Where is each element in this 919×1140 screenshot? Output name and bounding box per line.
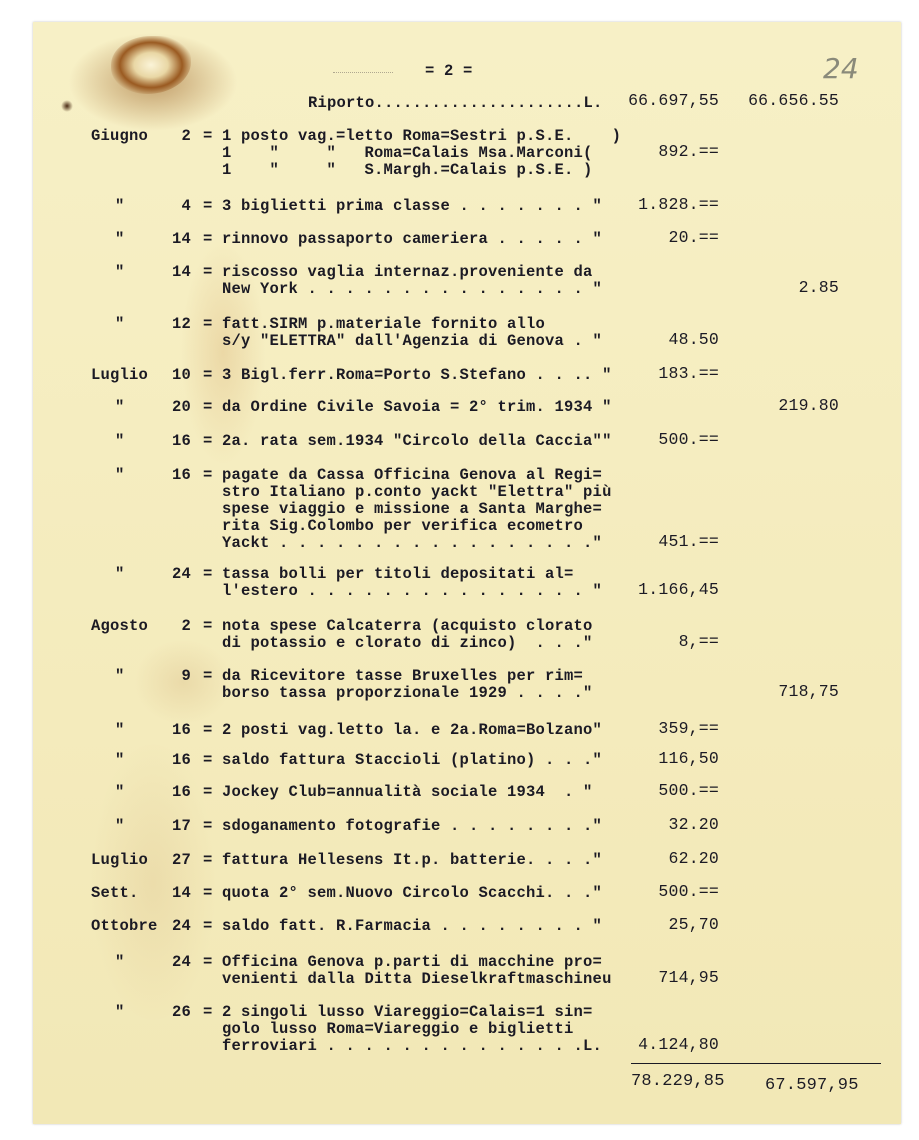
entry-description-line: = da Ricevitore tasse Bruxelles per rim=	[203, 667, 584, 685]
entry-month: Sett.	[91, 884, 139, 902]
entry-amount: 359,==	[658, 719, 719, 738]
entry-description-line: = sdoganamento fotografie . . . . . . . ."	[203, 817, 603, 835]
entry-amount: 1.828.==	[638, 195, 719, 214]
entry-description-line: = Officina Genova p.parti di macchine pro=	[203, 953, 603, 971]
entry-description-line: = nota spese Calcaterra (acquisto clorato	[203, 617, 593, 635]
entry-description-line: = 3 Bigl.ferr.Roma=Porto S.Stefano . . .. "	[203, 366, 612, 384]
entry-description-line: borso tassa proporzionale 1929 . . . ."	[203, 684, 593, 702]
entry-day: 17	[171, 817, 191, 835]
pencil-page-number: 24	[823, 52, 859, 85]
header-dots	[333, 72, 393, 73]
entry-month: "	[115, 263, 125, 281]
entry-day: 14	[171, 884, 191, 902]
entry-description-line: ferroviari . . . . . . . . . . . . . .L.	[203, 1037, 603, 1055]
entry-amount: 1.166,45	[638, 580, 719, 599]
entry-month: "	[115, 953, 125, 971]
entry-day: 14	[171, 230, 191, 248]
entry-month: "	[115, 315, 125, 333]
entry-amount: 500.==	[658, 781, 719, 800]
entry-month: "	[115, 751, 125, 769]
riporto-amount: 66.697,55	[628, 91, 719, 110]
entry-description-line: = 2 posti vag.letto la. e 2a.Roma=Bolzano"	[203, 721, 603, 739]
entry-amount: 500.==	[658, 882, 719, 901]
entry-day: 10	[171, 366, 191, 384]
entry-description-line: = riscosso vaglia internaz.proveniente da	[203, 263, 593, 281]
entry-amount: 183.==	[658, 364, 719, 383]
entry-description-line: stro Italiano p.conto yackt "Elettra" più	[203, 483, 612, 501]
entry-description-line: venienti dalla Ditta Dieselkraftmaschineu	[203, 970, 612, 988]
entry-description-line: = saldo fattura Staccioli (platino) . . ."	[203, 751, 603, 769]
entry-amount: 20.==	[668, 228, 719, 247]
entry-amount: 32.20	[668, 815, 719, 834]
entry-description-line: s/y "ELETTRA" dall'Agenzia di Genova . "	[203, 332, 603, 350]
entry-description-line: golo lusso Roma=Viareggio e biglietti	[203, 1020, 574, 1038]
burn-mark	[111, 36, 191, 94]
entry-amount: 500.==	[658, 430, 719, 449]
entry-amount: 116,50	[658, 749, 719, 768]
entry-description-line: spese viaggio e missione a Santa Marghe=	[203, 500, 603, 518]
entry-amount: 48.50	[668, 330, 719, 349]
entry-month: "	[115, 432, 125, 450]
entry-month: Giugno	[91, 127, 149, 145]
entry-month: Agosto	[91, 617, 149, 635]
entry-day: 4	[181, 197, 191, 215]
entry-amount: 8,==	[678, 632, 719, 651]
entry-month: "	[115, 398, 125, 416]
entry-description-line: = 1 posto vag.=letto Roma=Sestri p.S.E. )	[203, 127, 622, 145]
entry-day: 26	[171, 1003, 191, 1021]
entry-month: "	[115, 565, 125, 583]
entry-month: "	[115, 783, 125, 801]
entry-description-line: = 2 singoli lusso Viareggio=Calais=1 sin=	[203, 1003, 593, 1021]
entry-day: 2	[181, 127, 191, 145]
entry-month: "	[115, 230, 125, 248]
burn-spot	[61, 100, 73, 112]
entry-amount-2: 2.85	[798, 278, 839, 297]
total-amount-2: 67.597,95	[765, 1076, 859, 1095]
entry-month: "	[115, 197, 125, 215]
entry-amount: 892.==	[658, 142, 719, 161]
entry-day: 24	[171, 917, 191, 935]
entry-description-line: = quota 2° sem.Nuovo Circolo Scacchi. . ."	[203, 884, 603, 902]
entry-day: 27	[171, 851, 191, 869]
entry-description-line: = Jockey Club=annualità sociale 1934 . "	[203, 783, 593, 801]
riporto-label: Riporto......................L.	[308, 94, 603, 112]
entry-day: 20	[171, 398, 191, 416]
entry-day: 16	[171, 721, 191, 739]
entry-month: Luglio	[91, 851, 149, 869]
entry-month: Luglio	[91, 366, 149, 384]
entry-month: "	[115, 721, 125, 739]
total-rule	[631, 1063, 881, 1064]
entry-day: 16	[171, 432, 191, 450]
total-amount: 78.229,85	[631, 1072, 725, 1091]
entry-amount-2: 718,75	[778, 682, 839, 701]
entry-amount: 4.124,80	[638, 1035, 719, 1054]
entry-description-line: = da Ordine Civile Savoia = 2° trim. 1934 "	[203, 398, 612, 416]
entry-description-line: = tassa bolli per titoli depositati al=	[203, 565, 574, 583]
entry-day: 14	[171, 263, 191, 281]
entry-description-line: l'estero . . . . . . . . . . . . . . . "	[203, 582, 603, 600]
entry-amount: 451.==	[658, 532, 719, 551]
entry-day: 12	[171, 315, 191, 333]
entry-description-line: = pagate da Cassa Officina Genova al Regi=	[203, 466, 603, 484]
entry-description-line: = 2a. rata sem.1934 "Circolo della Caccia""	[203, 432, 612, 450]
entry-description-line: New York . . . . . . . . . . . . . . . "	[203, 280, 603, 298]
entry-description-line: = rinnovo passaporto cameriera . . . . . "	[203, 230, 603, 248]
entry-month: "	[115, 817, 125, 835]
entry-description-line: 1 " " S.Margh.=Calais p.S.E. )	[203, 161, 593, 179]
entry-description-line: = fatt.SIRM p.materiale fornito allo	[203, 315, 546, 333]
document-page	[33, 22, 901, 1124]
entry-description-line: rita Sig.Colombo per verifica ecometro	[203, 517, 584, 535]
entry-month: "	[115, 667, 125, 685]
entry-description-line: 1 " " Roma=Calais Msa.Marconi(	[203, 144, 593, 162]
entry-amount: 714,95	[658, 968, 719, 987]
entry-day: 24	[171, 953, 191, 971]
entry-month: Ottobre	[91, 917, 158, 935]
riporto-amount-2: 66.656.55	[748, 91, 839, 110]
entry-description-line: Yackt . . . . . . . . . . . . . . . . ."	[203, 534, 603, 552]
page-number: = 2 =	[425, 62, 473, 80]
entry-day: 2	[181, 617, 191, 635]
entry-amount: 62.20	[668, 849, 719, 868]
entry-description-line: = 3 biglietti prima classe . . . . . . . "	[203, 197, 603, 215]
entry-day: 16	[171, 751, 191, 769]
entry-amount-2: 219.80	[778, 396, 839, 415]
entry-day: 16	[171, 466, 191, 484]
entry-amount: 25,70	[668, 915, 719, 934]
entry-day: 16	[171, 783, 191, 801]
entry-day: 24	[171, 565, 191, 583]
entry-description-line: di potassio e clorato di zinco) . . ."	[203, 634, 593, 652]
entry-day: 9	[181, 667, 191, 685]
entry-month: "	[115, 466, 125, 484]
entry-description-line: = fattura Hellesens It.p. batterie. . . ."	[203, 851, 603, 869]
entry-month: "	[115, 1003, 125, 1021]
entry-description-line: = saldo fatt. R.Farmacia . . . . . . . . "	[203, 917, 603, 935]
